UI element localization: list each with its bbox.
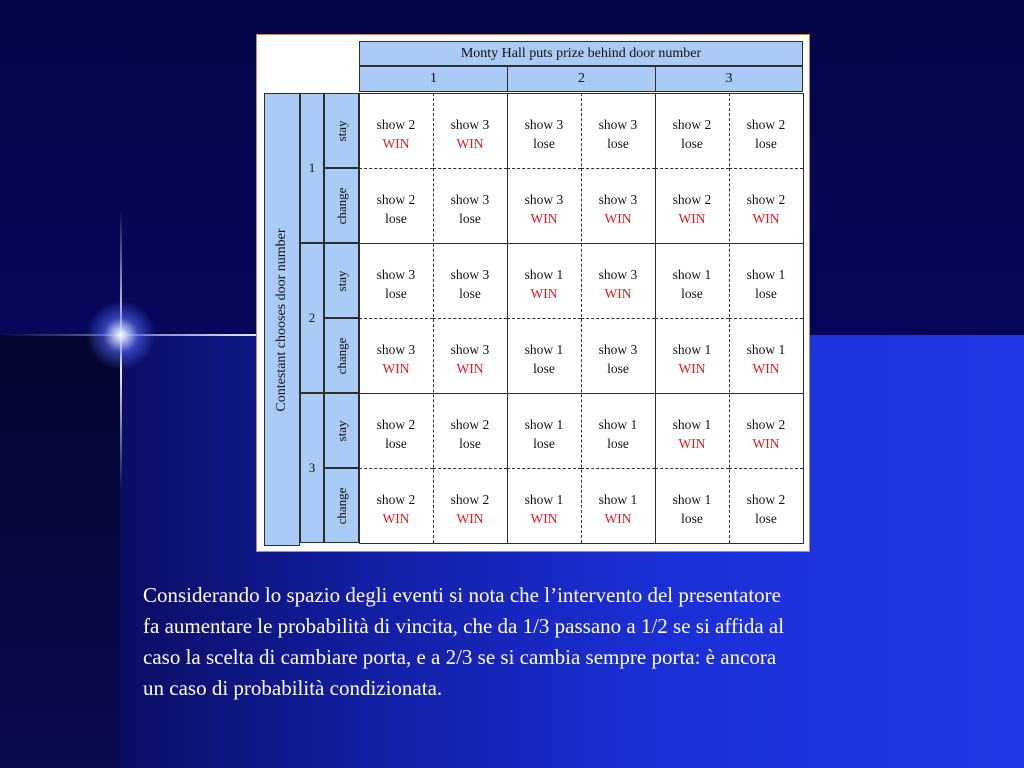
lose-result: lose	[533, 361, 555, 376]
outcome-cell	[433, 318, 507, 393]
win-result: WIN	[456, 136, 484, 151]
outcome-cell	[581, 393, 655, 468]
lose-result: lose	[459, 286, 481, 301]
win-result: WIN	[530, 211, 558, 226]
strategy-label: stay	[333, 270, 349, 291]
contestant-door-number: 2	[308, 310, 316, 325]
outcome-cell	[655, 93, 729, 168]
lose-result: lose	[533, 436, 555, 451]
outcome-cell	[729, 318, 803, 393]
outcome-cell	[433, 243, 507, 318]
shown-door: show 3	[450, 267, 490, 282]
win-result: WIN	[752, 211, 780, 226]
lose-result: lose	[607, 136, 629, 151]
grid-divider-dashed	[729, 93, 730, 543]
win-result: WIN	[604, 286, 632, 301]
lose-result: lose	[385, 211, 407, 226]
caption-line-3: caso la scelta di cambiare porta, e a 2/3 se si cambia sempre porta: è ancora	[143, 645, 777, 669]
lose-result: lose	[755, 136, 777, 151]
win-result: WIN	[456, 511, 484, 526]
shown-door: show 2	[746, 192, 786, 207]
lose-result: lose	[385, 286, 407, 301]
shown-door: show 3	[524, 117, 564, 132]
outcome-cell	[433, 93, 507, 168]
grid-divider-solid	[803, 93, 804, 543]
outcome-cell	[581, 168, 655, 243]
strategy-label: change	[333, 337, 349, 374]
shown-door: show 1	[524, 267, 564, 282]
grid-bottom-border	[359, 543, 804, 544]
win-result: WIN	[678, 211, 706, 226]
outcome-cell	[729, 468, 803, 543]
outcome-cell	[581, 318, 655, 393]
caption-line-1: Considerando lo spazio degli eventi si nota che l’intervento del presentatore	[143, 583, 781, 607]
win-result: WIN	[530, 286, 558, 301]
outcome-cell	[729, 243, 803, 318]
slide-caption	[143, 580, 1023, 704]
shown-door: show 2	[672, 117, 712, 132]
shown-door: show 3	[598, 267, 638, 282]
outcome-cell	[359, 168, 433, 243]
shown-door: show 2	[376, 192, 416, 207]
caption-line-4: un caso di probabilità condizionata.	[143, 676, 443, 700]
lose-result: lose	[755, 286, 777, 301]
win-result: WIN	[382, 361, 410, 376]
shown-door: show 2	[450, 417, 490, 432]
caption-line-2: fa aumentare le probabilità di vincita, che da 1/3 passano a 1/2 se si affida al	[143, 614, 785, 638]
lose-result: lose	[607, 436, 629, 451]
outcome-cell	[507, 243, 581, 318]
outcome-cell	[729, 93, 803, 168]
contestant-door-1	[300, 93, 324, 243]
outcome-cell	[433, 468, 507, 543]
lose-result: lose	[459, 436, 481, 451]
shown-door: show 1	[746, 267, 786, 282]
outcome-cell	[729, 393, 803, 468]
shown-door: show 2	[376, 492, 416, 507]
win-result: WIN	[604, 211, 632, 226]
outcome-cell	[433, 393, 507, 468]
shown-door: show 2	[450, 492, 490, 507]
shown-door: show 3	[524, 192, 564, 207]
grid-divider-dashed	[581, 93, 582, 543]
star-glow-icon	[86, 300, 156, 370]
door-header-2: 2	[507, 66, 656, 92]
lose-result: lose	[681, 511, 703, 526]
win-result: WIN	[752, 436, 780, 451]
lose-result: lose	[385, 436, 407, 451]
win-result: WIN	[382, 511, 410, 526]
lose-result: lose	[459, 211, 481, 226]
win-result: WIN	[604, 511, 632, 526]
shown-door: show 3	[376, 342, 416, 357]
shown-door: show 3	[450, 192, 490, 207]
win-result: WIN	[456, 361, 484, 376]
contestant-door-3	[300, 393, 324, 543]
contestant-door-number: 3	[308, 460, 316, 475]
strategy-label: change	[333, 487, 349, 524]
strategy-change-1	[324, 168, 359, 243]
shown-door: show 3	[598, 192, 638, 207]
strategy-label: change	[333, 187, 349, 224]
lose-result: lose	[681, 136, 703, 151]
outcome-cell	[359, 318, 433, 393]
outcome-cell	[433, 168, 507, 243]
shown-door: show 3	[598, 342, 638, 357]
outcome-cell	[359, 93, 433, 168]
grid-divider-dashed	[433, 93, 434, 543]
strategy-label: stay	[333, 420, 349, 441]
outcome-cell	[581, 243, 655, 318]
strategy-stay-1	[324, 93, 359, 168]
contestant-choice-header	[264, 93, 300, 546]
outcome-cell	[507, 318, 581, 393]
shown-door: show 3	[450, 342, 490, 357]
outcome-cell	[655, 318, 729, 393]
grid-divider-solid	[507, 93, 508, 543]
monty-hall-table-panel	[256, 34, 810, 552]
lose-result: lose	[533, 136, 555, 151]
win-result: WIN	[678, 361, 706, 376]
shown-door: show 3	[598, 117, 638, 132]
shown-door: show 1	[672, 267, 712, 282]
win-result: WIN	[530, 511, 558, 526]
outcome-cell	[507, 168, 581, 243]
shown-door: show 1	[524, 492, 564, 507]
strategy-stay-2	[324, 243, 359, 318]
outcome-cell	[655, 393, 729, 468]
shown-door: show 1	[598, 417, 638, 432]
strategy-change-3	[324, 468, 359, 543]
shown-door: show 2	[746, 117, 786, 132]
outcome-cell	[359, 243, 433, 318]
lose-result: lose	[681, 286, 703, 301]
outcome-cell	[359, 468, 433, 543]
win-result: WIN	[678, 436, 706, 451]
shown-door: show 1	[672, 342, 712, 357]
slide-background-left-band	[0, 335, 120, 768]
shown-door: show 2	[376, 117, 416, 132]
shown-door: show 1	[746, 342, 786, 357]
lose-result: lose	[607, 361, 629, 376]
contestant-choice-label: Contestant chooses door number	[274, 227, 289, 412]
outcome-cell	[507, 93, 581, 168]
shown-door: show 3	[450, 117, 490, 132]
contestant-door-2	[300, 243, 324, 393]
shown-door: show 2	[672, 192, 712, 207]
win-result: WIN	[382, 136, 410, 151]
shown-door: show 1	[598, 492, 638, 507]
outcome-cell	[507, 393, 581, 468]
shown-door: show 3	[376, 267, 416, 282]
strategy-change-2	[324, 318, 359, 393]
shown-door: show 1	[524, 342, 564, 357]
shown-door: show 2	[746, 417, 786, 432]
grid-divider-solid	[655, 93, 656, 543]
outcome-cell	[655, 168, 729, 243]
outcome-cell	[655, 243, 729, 318]
win-result: WIN	[752, 361, 780, 376]
shown-door: show 2	[376, 417, 416, 432]
grid-divider-solid	[359, 93, 360, 543]
outcome-cell	[359, 393, 433, 468]
shown-door: show 2	[746, 492, 786, 507]
table-header-title: Monty Hall puts prize behind door number	[359, 41, 803, 66]
outcome-cell	[729, 168, 803, 243]
outcome-cell	[507, 468, 581, 543]
shown-door: show 1	[524, 417, 564, 432]
lose-result: lose	[755, 511, 777, 526]
door-header-1: 1	[359, 66, 508, 92]
outcome-cell	[581, 468, 655, 543]
outcome-cell	[655, 468, 729, 543]
strategy-label: stay	[333, 120, 349, 141]
contestant-door-number: 1	[308, 160, 316, 175]
strategy-stay-3	[324, 393, 359, 468]
shown-door: show 1	[672, 417, 712, 432]
outcome-cell	[581, 93, 655, 168]
door-header-3: 3	[655, 66, 803, 92]
shown-door: show 1	[672, 492, 712, 507]
